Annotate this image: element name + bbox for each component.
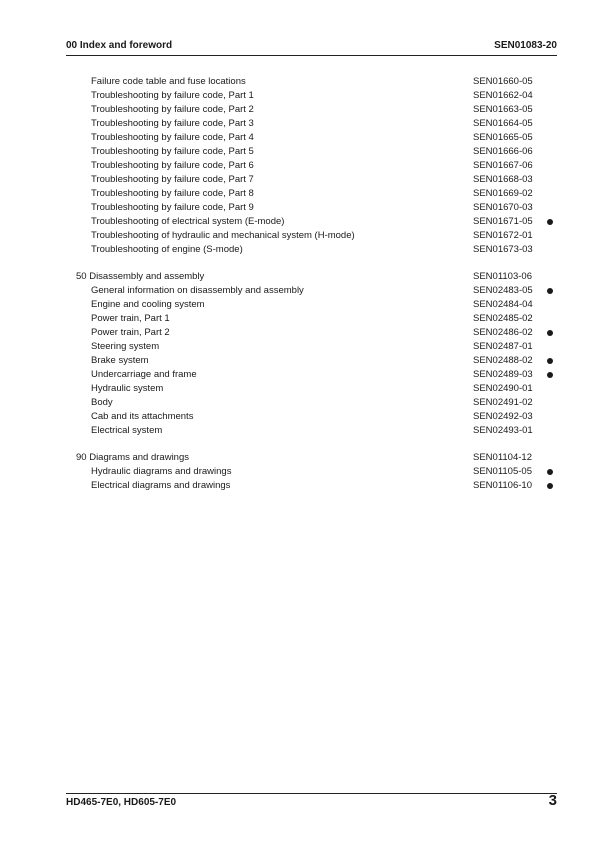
revision-bullet-icon (547, 219, 553, 225)
toc-entry-row (66, 479, 557, 493)
toc-entry-code: SEN02485-02 (473, 313, 533, 324)
toc-section-code: SEN01103-06 (473, 271, 532, 282)
toc-entry-title: Brake system (91, 355, 149, 366)
toc-entry-code: SEN01667-06 (473, 160, 533, 171)
toc-entry-code: SEN01660-05 (473, 76, 533, 87)
toc-entry-code: SEN02491-02 (473, 397, 533, 408)
toc-entry-row (66, 201, 557, 215)
toc-entry-row (66, 396, 557, 410)
toc-entry-title: Troubleshooting by failure code, Part 8 (91, 188, 254, 199)
toc-entry-row (66, 465, 557, 479)
toc-entry-title: Steering system (91, 341, 160, 352)
toc-entry-row (66, 424, 557, 438)
toc-entry-title: Troubleshooting by failure code, Part 5 (91, 146, 254, 157)
toc-section-code: SEN01104-12 (473, 452, 532, 463)
header-section-title: 00 Index and foreword (66, 40, 173, 51)
header-doc-code: SEN01083-20 (494, 40, 557, 51)
toc-entry-code: SEN01106-10 (473, 480, 532, 491)
toc-entry-title: Troubleshooting by failure code, Part 4 (91, 132, 254, 143)
toc-entry-title: Power train, Part 2 (91, 327, 170, 338)
toc-entry-title: Hydraulic system (91, 383, 164, 394)
toc-entry-title: Troubleshooting by failure code, Part 6 (91, 160, 254, 171)
revision-bullet-icon (547, 372, 553, 378)
toc-entry-code: SEN02486-02 (473, 327, 533, 338)
toc-entry-code: SEN02492-03 (473, 411, 533, 422)
toc-entry-row (66, 89, 557, 103)
toc-entry-code: SEN01669-02 (473, 188, 533, 199)
toc-entry-code: SEN02489-03 (473, 369, 533, 380)
revision-bullet-icon (547, 483, 553, 489)
toc-entry-title: Cab and its attachments (91, 411, 194, 422)
revision-bullet-icon (547, 288, 553, 294)
revision-bullet-icon (547, 469, 553, 475)
toc-entry-code: SEN01663-05 (473, 104, 533, 115)
toc-entry-row (66, 354, 557, 368)
toc-entry-row (66, 382, 557, 396)
toc-entry-code: SEN02483-05 (473, 285, 533, 296)
page-number: 3 (548, 792, 557, 809)
toc-entry-code: SEN01670-03 (473, 202, 533, 213)
toc-entry-title: Failure code table and fuse locations (91, 76, 246, 87)
toc-entry-row (66, 229, 557, 243)
toc-entry-title: Power train, Part 1 (91, 313, 170, 324)
toc-section-row (66, 451, 557, 465)
toc-entry-code: SEN02487-01 (473, 341, 533, 352)
toc-entry-code: SEN01105-05 (473, 466, 532, 477)
revision-bullet-icon (547, 330, 553, 336)
toc-entry-row (66, 340, 557, 354)
footer-divider (66, 793, 557, 794)
toc-entry-row (66, 243, 557, 257)
toc-entry-title: Troubleshooting by failure code, Part 9 (91, 202, 254, 213)
revision-bullet-icon (547, 358, 553, 364)
toc-entry-row (66, 75, 557, 89)
toc-entry-code: SEN01671-05 (473, 216, 533, 227)
toc-entry-code: SEN01665-05 (473, 132, 533, 143)
table-of-contents (66, 75, 557, 493)
toc-entry-title: Troubleshooting by failure code, Part 7 (91, 174, 254, 185)
toc-entry-code: SEN01666-06 (473, 146, 533, 157)
toc-entry-code: SEN02488-02 (473, 355, 533, 366)
toc-entry-code: SEN02493-01 (473, 425, 533, 436)
toc-entry-code: SEN02490-01 (473, 383, 533, 394)
header-divider (66, 55, 557, 56)
toc-entry-title: Body (91, 397, 113, 408)
toc-entry-title: Electrical system (91, 425, 163, 436)
toc-entry-title: Troubleshooting of engine (S-mode) (91, 244, 243, 255)
page-header (66, 38, 557, 54)
toc-entry-code: SEN02484-04 (473, 299, 533, 310)
toc-entry-title: Engine and cooling system (91, 299, 205, 310)
toc-entry-row (66, 131, 557, 145)
toc-entry-row (66, 215, 557, 229)
footer-model-names: HD465-7E0, HD605-7E0 (66, 797, 177, 808)
toc-entry-title: Hydraulic diagrams and drawings (91, 466, 232, 477)
toc-entry-row (66, 312, 557, 326)
toc-entry-row (66, 284, 557, 298)
toc-entry-code: SEN01673-03 (473, 244, 533, 255)
toc-entry-row (66, 368, 557, 382)
toc-entry-code: SEN01664-05 (473, 118, 533, 129)
toc-entry-row (66, 326, 557, 340)
toc-entry-row (66, 173, 557, 187)
toc-entry-code: SEN01662-04 (473, 90, 533, 101)
toc-entry-row (66, 117, 557, 131)
toc-entry-row (66, 298, 557, 312)
toc-entry-title: Electrical diagrams and drawings (91, 480, 231, 491)
toc-entry-row (66, 103, 557, 117)
toc-section-title: 90 Diagrams and drawings (76, 452, 190, 463)
toc-entry-title: Troubleshooting by failure code, Part 1 (91, 90, 254, 101)
toc-entry-row (66, 159, 557, 173)
toc-entry-title: General information on disassembly and assembly (91, 285, 304, 296)
toc-entry-row (66, 145, 557, 159)
toc-entry-row (66, 410, 557, 424)
toc-entry-code: SEN01672-01 (473, 230, 533, 241)
toc-entry-title: Troubleshooting of hydraulic and mechanical system (H-mode) (91, 230, 355, 241)
toc-entry-title: Troubleshooting by failure code, Part 3 (91, 118, 254, 129)
toc-section-title: 50 Disassembly and assembly (76, 271, 205, 282)
toc-entry-code: SEN01668-03 (473, 174, 533, 185)
toc-entry-title: Troubleshooting of electrical system (E-mode) (91, 216, 285, 227)
toc-entry-row (66, 187, 557, 201)
toc-section-row (66, 270, 557, 284)
toc-entry-title: Troubleshooting by failure code, Part 2 (91, 104, 254, 115)
toc-entry-title: Undercarriage and frame (91, 369, 197, 380)
